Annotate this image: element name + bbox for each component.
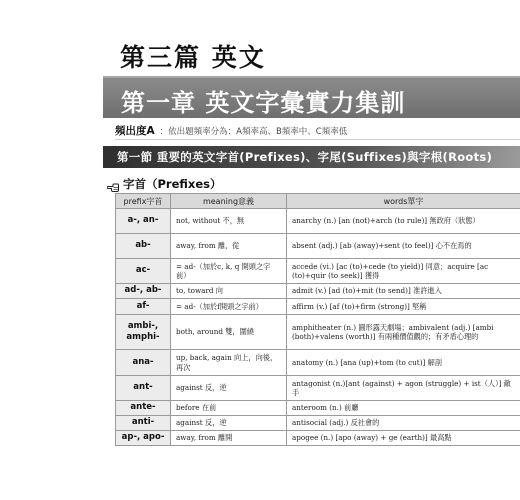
prefix-cell: ant- xyxy=(116,376,171,401)
table-row xyxy=(116,259,520,284)
prefix-cell: ab- xyxy=(116,234,171,259)
meaning-cell: against 反，逆 xyxy=(171,376,287,401)
words-cell: admit (v.) [ad (to)+mit (to send)] 准許進入 xyxy=(287,284,520,299)
meaning-cell: before 在前 xyxy=(171,401,287,416)
words-cell: antagonist (n.)[ant (against) + agon (struggle) + ist（人）] 敵手 xyxy=(287,376,520,401)
table-header-row xyxy=(116,194,520,209)
prefix-cell: ana- xyxy=(116,350,171,376)
words-cell: absent (adj.) [ab (away)+sent (to feel)] 心不在焉的 xyxy=(287,234,520,259)
prefix-cell: ap-, apo- xyxy=(116,431,171,446)
table-row xyxy=(116,350,520,376)
frequency-label: 頻出度A xyxy=(115,125,155,137)
part-title: 第三篇 英文 xyxy=(120,43,266,72)
table-row xyxy=(116,209,520,234)
table-row xyxy=(116,401,520,416)
meaning-cell: not, without 不，無 xyxy=(171,209,287,234)
words-cell: accede (vi.) [ac (to)+cede (to yield)] 同意；acquire [ac (to)+quir (to seek)] 獲得 xyxy=(287,259,520,284)
frequency-note: ：依出題頻率分為：A頻率高、B頻率中、C頻率低 xyxy=(159,126,348,137)
prefix-cell: ad-, ab- xyxy=(116,284,171,299)
chapter-banner xyxy=(103,76,520,118)
meaning-cell: against 反，逆 xyxy=(171,416,287,431)
table-row xyxy=(116,376,520,401)
prefix-cell: ante- xyxy=(116,401,171,416)
column-header-words: words單字 xyxy=(287,194,520,209)
words-cell: anteroom (n.) 前廳 xyxy=(287,401,520,416)
prefix-cell: ac- xyxy=(116,259,171,284)
words-cell: apogee (n.) [apo (away) + ge (earth)] 最高點 xyxy=(287,431,520,446)
words-cell: amphitheater (n.) 圓形露天劇場；ambivalent (adj.) [ambi (both)+valens (worth)] 有兩種價值觀的；有矛盾心理的 xyxy=(287,315,520,350)
section-banner xyxy=(103,146,520,168)
words-cell: anatomy (n.) [ana (up)+tom (to cut)] 解剖 xyxy=(287,350,520,376)
table-row xyxy=(116,315,520,350)
meaning-cell: away, from 離，從 xyxy=(171,234,287,259)
section-title: 第一節 重要的英文字首(Prefixes)、字尾(Suffixes)與字根(Roots) xyxy=(117,150,493,164)
meaning-cell: to, toward 向 xyxy=(171,284,287,299)
meaning-cell: = ad-（加於c, k, q 開頭之字前） xyxy=(171,259,287,284)
prefix-cell: a-, an- xyxy=(116,209,171,234)
pointing-hand-icon xyxy=(107,178,119,190)
sub-heading xyxy=(107,176,222,192)
meaning-cell: away, from 離開 xyxy=(171,431,287,446)
words-cell: anarchy (n.) [an (not)+arch (to rule)] 無政府（狀態） xyxy=(287,209,520,234)
prefix-cell: anti- xyxy=(116,416,171,431)
words-cell: antisocial (adj.) 反社會的 xyxy=(287,416,520,431)
table-row xyxy=(116,299,520,315)
table-row xyxy=(116,284,520,299)
meaning-cell: both, around 雙，圍繞 xyxy=(171,315,287,350)
words-cell: affirm (v.) [af (to)+firm (strong)] 堅稱 xyxy=(287,299,520,315)
column-header-meaning: meaning意義 xyxy=(171,194,287,209)
table-row xyxy=(116,416,520,431)
meaning-cell: = ad-（加於f開頭之字前） xyxy=(171,299,287,315)
meaning-cell: up, back, again 向上，向後，再次 xyxy=(171,350,287,376)
prefix-cell: ambi-, amphi- xyxy=(116,315,171,350)
column-header-prefix: prefix字首 xyxy=(116,194,171,209)
frequency-row xyxy=(115,122,520,140)
table-row xyxy=(116,431,520,446)
chapter-title: 第一章 英文字彙實力集訓 xyxy=(121,89,406,117)
sub-heading-text: 字首（Prefixes） xyxy=(123,177,222,191)
prefix-table xyxy=(115,193,520,446)
table-row xyxy=(116,234,520,259)
prefix-cell: af- xyxy=(116,299,171,315)
